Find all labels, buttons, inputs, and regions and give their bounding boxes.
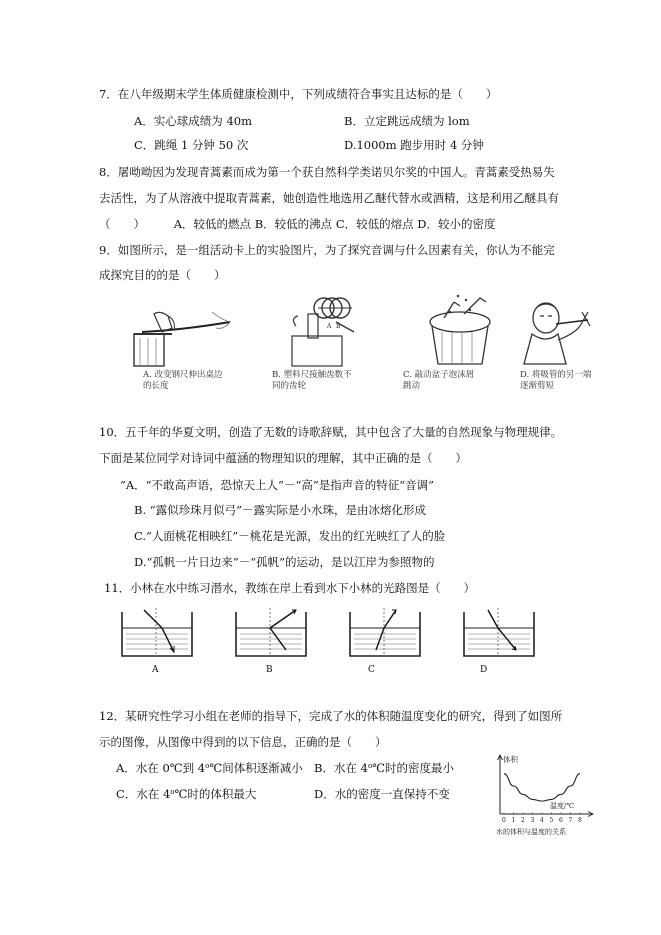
x-tick-label: 8 — [578, 817, 582, 824]
q11-label-b: B — [266, 665, 273, 675]
q10-option-a: ”A．“不敢高声语，恐惊天上人”－“高”是指声音的特征“音调” — [120, 478, 434, 492]
q11-figure-a — [120, 606, 194, 658]
q7-stem: 7．在八年级期末学生体质健康检测中，下列成绩符合事实且达标的是（ ） — [99, 87, 498, 101]
volume-temperature-chart — [486, 752, 598, 838]
q7-option-d: D.1000m 跑步用时 4 分钟 — [344, 138, 484, 152]
q9-figure-d-straw — [518, 300, 598, 368]
q10-line-1: 10．五千年的华夏文明，创造了无数的诗歌辞赋，其中包含了大量的自然现象与物理规律。 — [99, 425, 563, 439]
q7-option-a: A．实心球成绩为 40m — [134, 114, 252, 128]
q9-line-1: 9．如图所示，是一组活动卡上的实验图片，为了探究音调与什么因素有关，你认为不能完 — [99, 243, 555, 257]
q8-line-1: 8．屠呦呦因为发现青蒿素而成为第一个获自然科学类诺贝尔奖的中国人。青蒿素受热易失 — [99, 165, 555, 179]
q7-option-b: B．立定跳远成绩为 lom — [344, 114, 470, 128]
q11-figure-c — [348, 606, 422, 658]
q9-figure-c-drum — [424, 292, 500, 368]
q10-line-2: 下面是某位同学对诗词中蕴涵的物理知识的理解，其中正确的是（ ） — [99, 451, 467, 465]
q9-figure-a-ruler — [132, 306, 242, 368]
q7-option-c: C．跳绳 1 分钟 50 次 — [134, 138, 249, 152]
q8-line-2: 去活性，为了从溶液中提取青蒿素，她创造性地选用乙醚代替水或酒精，这是利用乙醚具有 — [99, 191, 559, 205]
q9-gear-label-a: A — [327, 323, 332, 330]
q9-caption-d: D. 将吸管的另一端 逐渐剪短 — [520, 370, 592, 391]
q11-label-c: C — [368, 665, 375, 675]
q12-option-c: C．水在 4$^o$℃时的体积最大 — [116, 787, 257, 801]
x-tick-label: 4 — [540, 817, 544, 824]
q8-line-3: （ ） A．较低的燃点 B．较低的沸点 C．较低的熔点 D．较小的密度 — [99, 217, 496, 231]
chart-x-label: 温度/℃ — [550, 802, 575, 810]
q9-gear-label-b: B — [336, 323, 341, 330]
q12-line-1: 12．某研究性学习小组在老师的指导下，完成了水的体积随温度变化的研究，得到了如图所 — [99, 709, 563, 723]
q11-stem: 11．小林在水中练习潜水，教练在岸上看到水下小林的光路图是（ ） — [104, 581, 476, 595]
q10-option-b: B. “露似珍珠月似弓”－露实际是小水珠，是由冰熔化形成 — [134, 503, 427, 517]
q10-option-d: D.“孤帆一片日边来”－“孤帆”的运动，是以江岸为参照物的 — [134, 555, 435, 569]
q12-option-a: A．水在 0℃到 4$^o$℃间体积逐渐减小 — [116, 761, 303, 775]
q10-option-c: C.“人面桃花相映红”－桃花是光源，发出的红光映红了人的脸 — [134, 529, 446, 543]
x-tick-label: 3 — [530, 817, 535, 824]
x-tick-label: 1 — [511, 817, 516, 824]
q12-option-d: D．水的密度一直保持不变 — [314, 787, 450, 801]
q9-figure-b-gears — [278, 296, 368, 368]
q9-caption-c: C. 敲动盆子泡沫屑 跳动 — [403, 370, 475, 391]
volume-curve — [504, 774, 580, 801]
x-tick-label: 7 — [568, 817, 573, 824]
q11-figure-d — [462, 606, 536, 658]
q9-caption-b: B. 塑料尺接触齿数不 同的齿轮 — [272, 370, 352, 391]
x-tick-label: 2 — [521, 817, 525, 824]
q12-line-2: 示的图像，从图像中得到的以下信息，正确的是（ ） — [99, 735, 387, 749]
q9-line-2: 成探究目的的是（ ） — [99, 268, 226, 282]
q9-caption-a: A. 改变钢尺伸出桌边 的长度 — [143, 370, 223, 391]
x-tick-label: 6 — [559, 817, 563, 824]
q12-option-b: B．水在 4$^o$℃时的密度最小 — [314, 761, 455, 775]
q11-figure-b — [234, 606, 308, 658]
x-tick-label: 0 — [502, 817, 506, 824]
q11-label-a: A — [152, 665, 159, 675]
q11-label-d: D — [480, 665, 488, 675]
chart-y-label: 体积 — [503, 755, 518, 764]
x-tick-label: 5 — [549, 817, 554, 824]
chart-caption: 水的体积与温度的关系 — [496, 828, 566, 836]
